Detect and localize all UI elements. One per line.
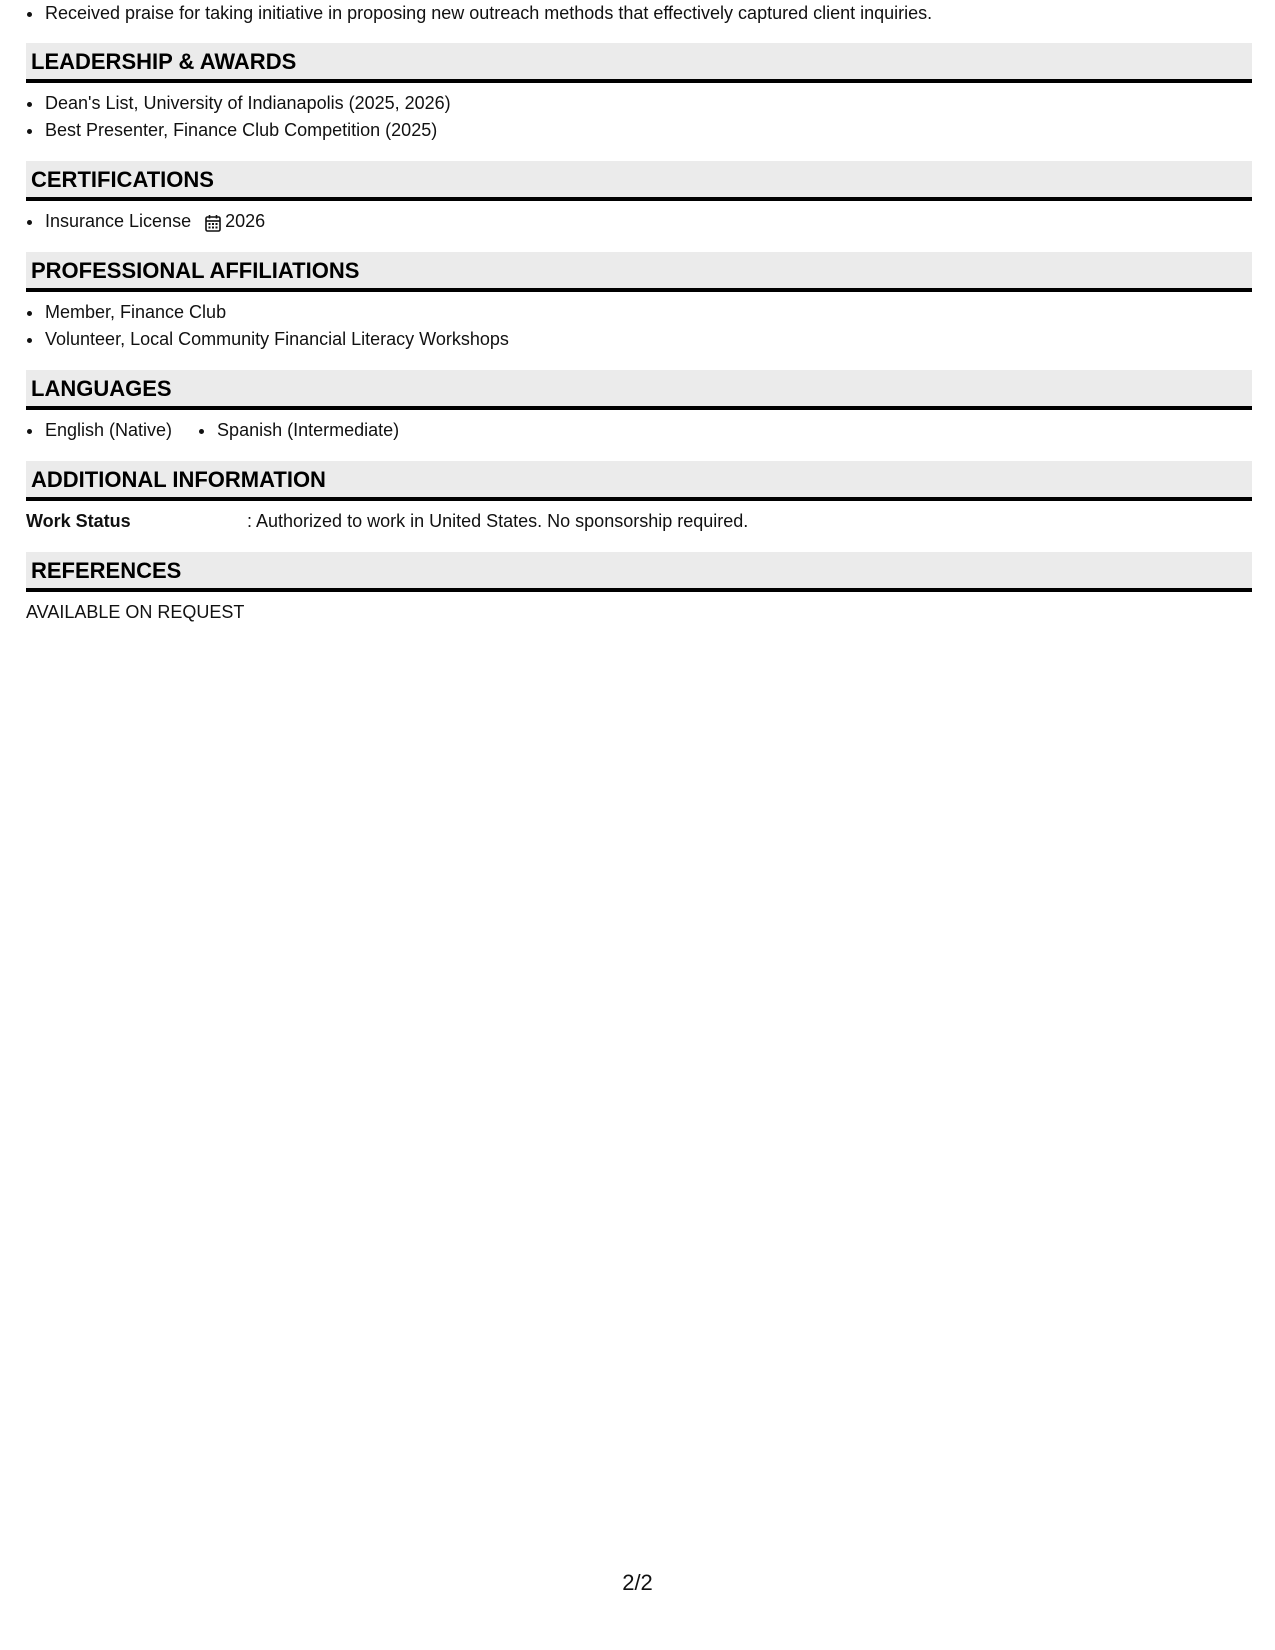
list-item: • Received praise for taking initiative in proposing new outreach methods that effectively captured client inquiries.: [44, 0, 1252, 27]
page-number: 2/2: [622, 1570, 653, 1595]
certification-year: 2026: [225, 211, 266, 231]
references-section-header: REFERENCES: [26, 552, 1252, 592]
resume-page: [26, 0, 1252, 626]
list-item: • Spanish (Intermediate): [216, 417, 399, 444]
list-item: • English (Native): [44, 417, 172, 444]
calendar-icon: [205, 213, 221, 231]
list-item: • Member, Finance Club: [44, 299, 1252, 326]
affiliations-section-header: PROFESSIONAL AFFILIATIONS: [26, 252, 1252, 292]
leadership-section-header: LEADERSHIP & AWARDS: [26, 43, 1252, 83]
certifications-section-header: CERTIFICATIONS: [26, 161, 1252, 201]
experience-continued-list: [26, 0, 1252, 27]
affiliations-list: [26, 299, 1252, 353]
certification-name: • Insurance License: [45, 211, 192, 231]
work-status-value: : Authorized to work in United States. No sponsorship required.: [247, 511, 749, 531]
certifications-list: [26, 208, 1252, 235]
list-item: • Volunteer, Local Community Financial Literacy Workshops: [44, 326, 1252, 353]
work-status-row: [26, 508, 1252, 535]
list-item: • Best Presenter, Finance Club Competition (2025): [44, 117, 1252, 144]
references-text: AVAILABLE ON REQUEST: [26, 602, 245, 622]
languages-section-header: LANGUAGES: [26, 370, 1252, 410]
leadership-list: [26, 90, 1252, 144]
list-item: • Dean's List, University of Indianapolis (2025, 2026): [44, 90, 1252, 117]
additional-info-section-header: ADDITIONAL INFORMATION: [26, 461, 1252, 501]
list-item: [44, 208, 1252, 235]
certification-row: [45, 208, 265, 235]
work-status-label: Work Status: [26, 511, 131, 531]
languages-list: [26, 417, 1252, 444]
